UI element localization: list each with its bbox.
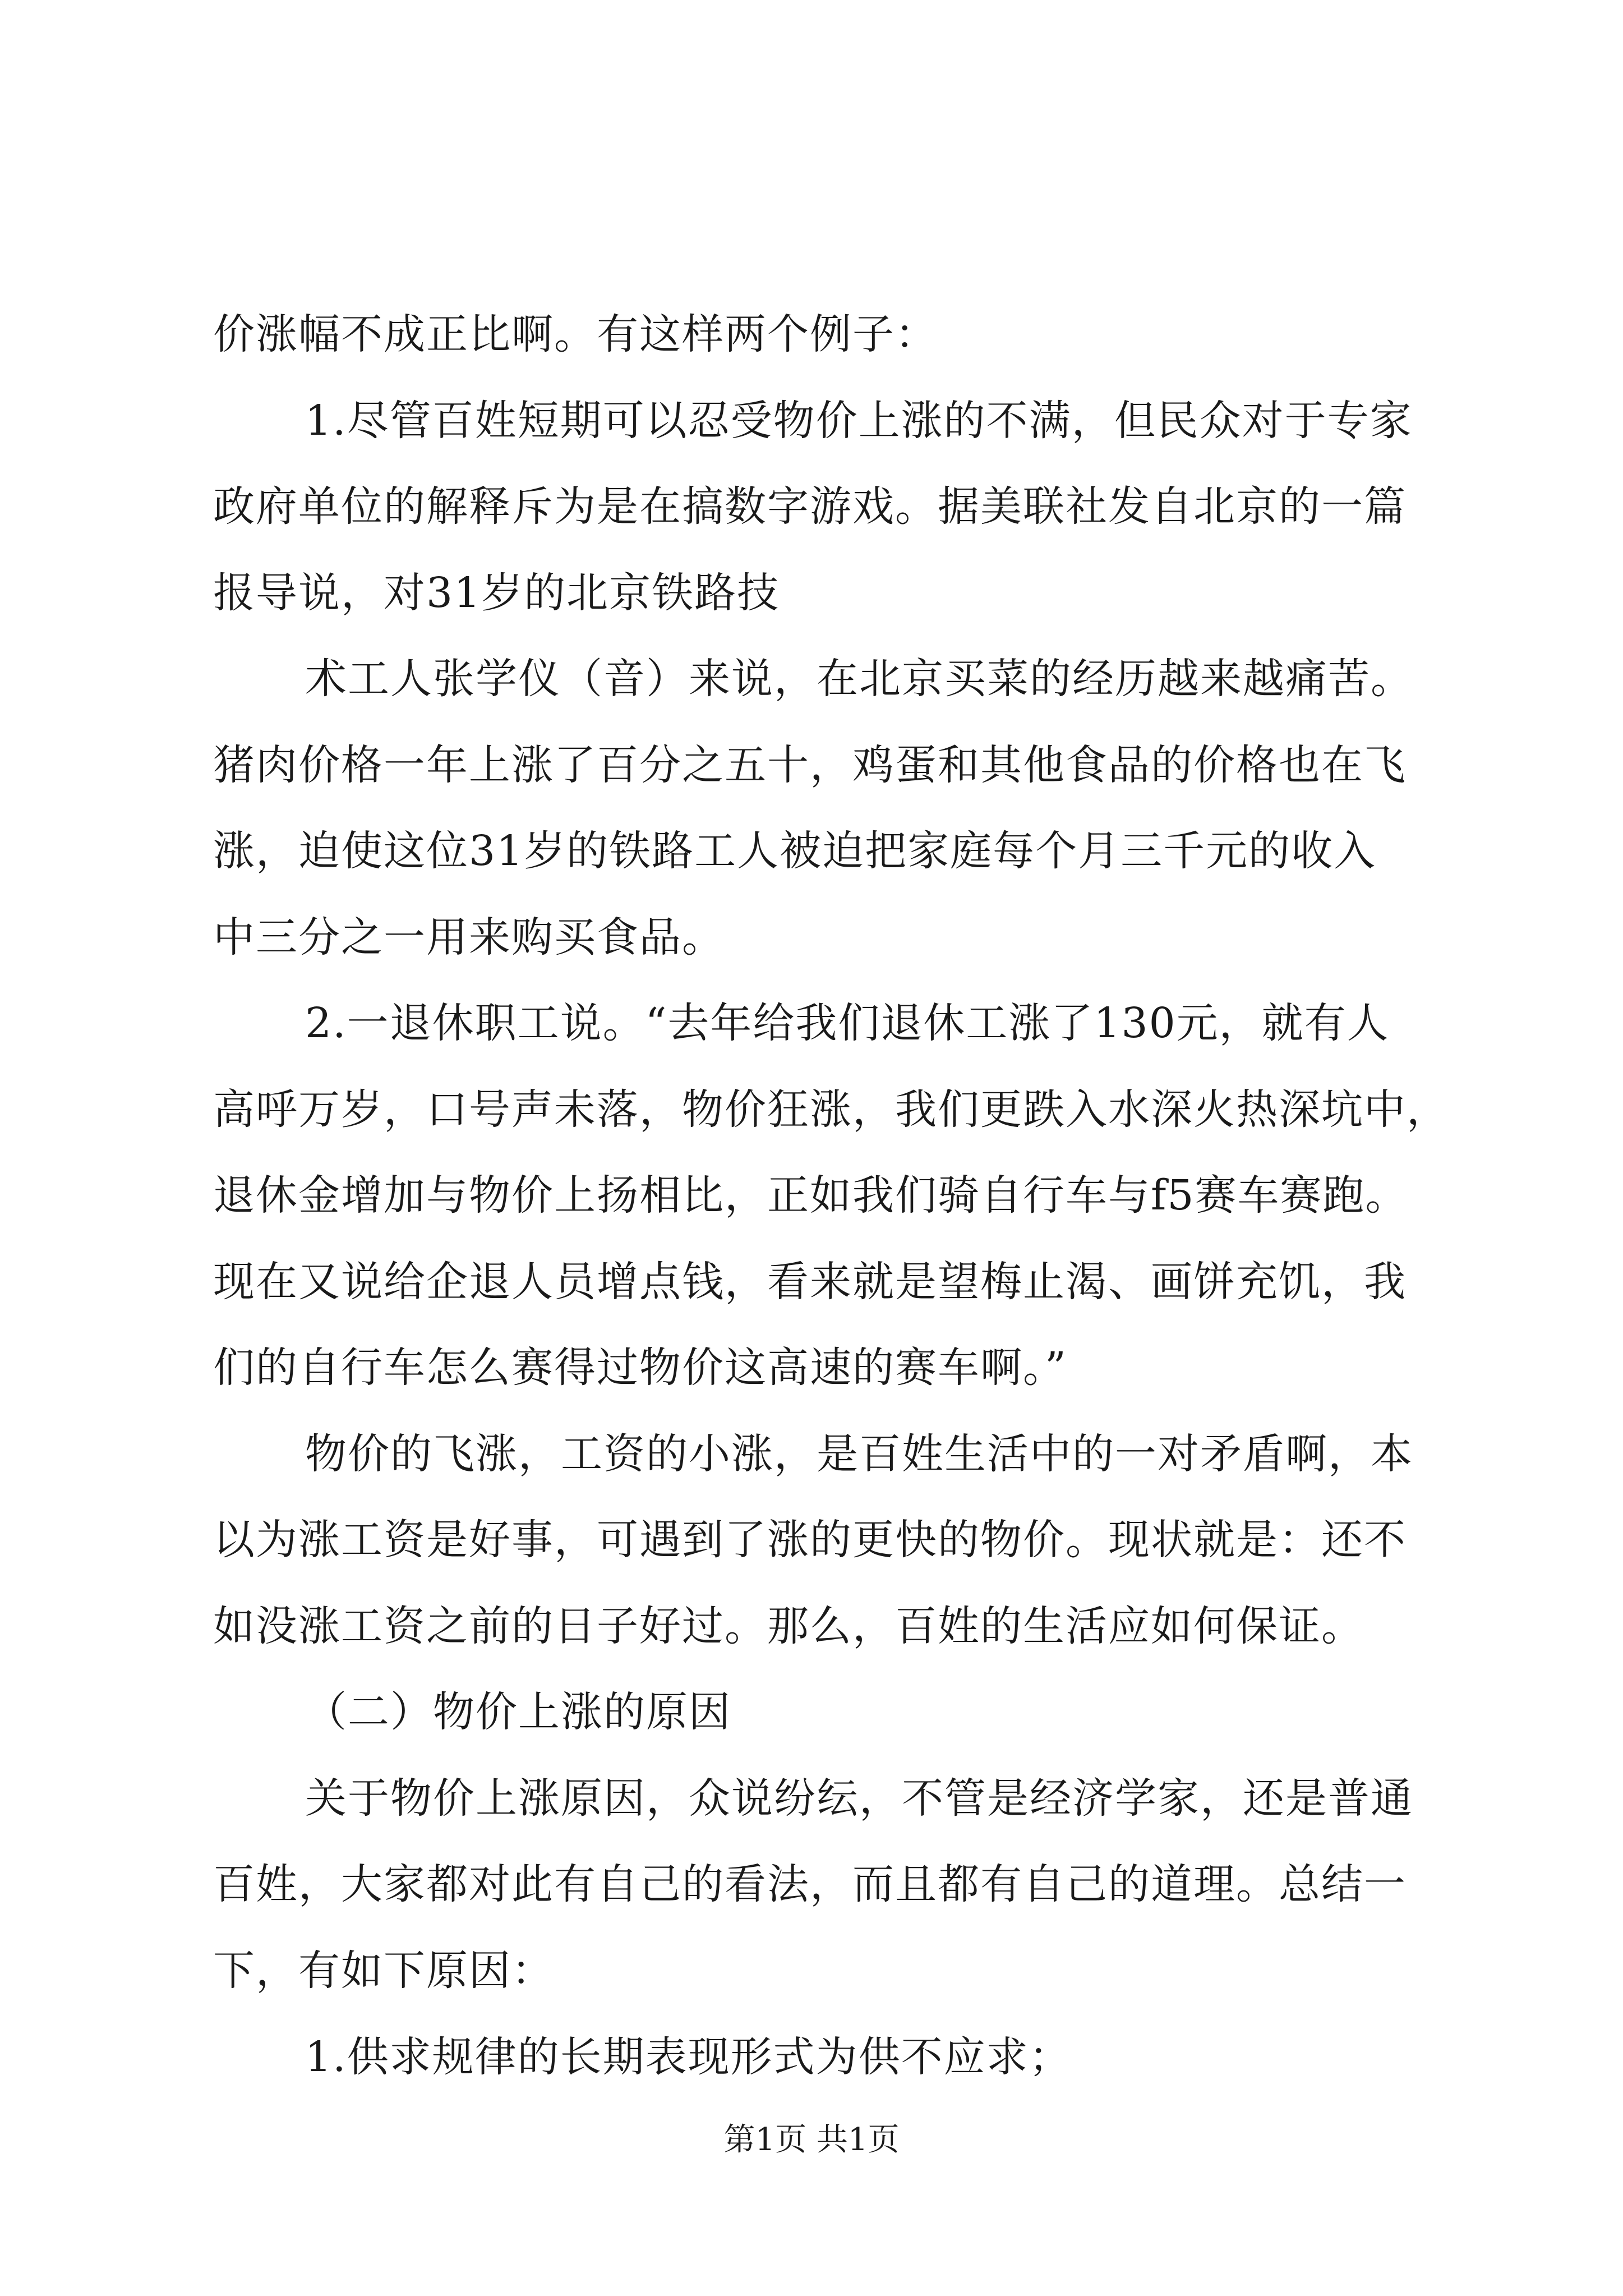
text-line-7: 涨，迫使这位31岁的铁路工人被迫把家庭每个月三千元的收入 <box>213 827 1377 875</box>
text-line-8: 中三分之一用来购买食品。 <box>213 913 725 961</box>
text-line-18: 关于物价上涨原因，众说纷纭，不管是经济学家，还是普通 <box>305 1774 1413 1823</box>
text-line-20: 下，有如下原因： <box>213 1947 554 1995</box>
text-line-21: 1.供求规律的长期表现形式为供不应求； <box>305 2033 1072 2081</box>
text-line-13: 们的自行车怎么赛得过物价这高速的赛车啊。” <box>213 1343 1067 1392</box>
text-line-4: 报导说，对31岁的北京铁路技 <box>213 569 780 617</box>
text-line-6: 猪肉价格一年上涨了百分之五十，鸡蛋和其他食品的价格也在飞 <box>213 741 1407 789</box>
section-heading: （二）物价上涨的原因 <box>305 1688 731 1736</box>
text-line-9: 2.一退休职工说。“去年给我们退休工涨了130元，就有人 <box>305 999 1390 1047</box>
text-line-5: 术工人张学仪（音）来说，在北京买菜的经历越来越痛苦。 <box>305 655 1413 703</box>
page-footer: 第1页 共1页 <box>723 2122 900 2158</box>
text-line-3: 政府单位的解释斥为是在搞数字游戏。据美联社发自北京的一篇 <box>213 482 1407 531</box>
text-line-2: 1.尽管百姓短期可以忍受物价上涨的不满，但民众对于专家 <box>305 397 1413 445</box>
text-line-11: 退休金增加与物价上扬相比，正如我们骑自行车与f5赛车赛跑。 <box>213 1171 1408 1220</box>
text-line-10: 高呼万岁，口号声未落，物价狂涨，我们更跌入水深火热深坑中， <box>213 1085 1449 1134</box>
text-line-14: 物价的飞涨，工资的小涨，是百姓生活中的一对矛盾啊，本 <box>305 1430 1413 1478</box>
text-line-12: 现在又说给企退人员增点钱，看来就是望梅止渴、画饼充饥，我 <box>213 1258 1407 1306</box>
text-line-1: 价涨幅不成正比啊。有这样两个例子： <box>213 310 938 358</box>
text-line-16: 如没涨工资之前的日子好过。那么，百姓的生活应如何保证。 <box>213 1602 1364 1650</box>
text-line-15: 以为涨工资是好事，可遇到了涨的更快的物价。现状就是：还不 <box>213 1516 1407 1564</box>
text-line-19: 百姓，大家都对此有自己的看法，而且都有自己的道理。总结一 <box>213 1860 1407 1908</box>
